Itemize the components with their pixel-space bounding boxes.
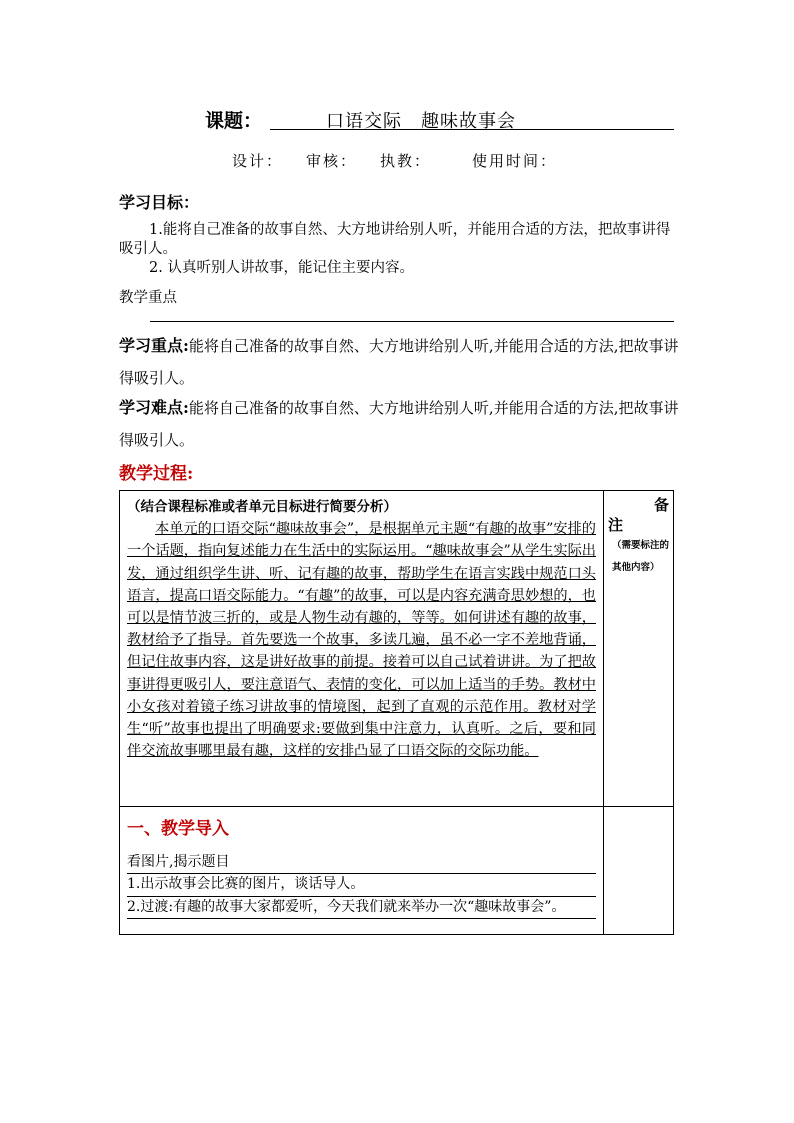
intro-line-3: 2.过渡:有趣的故事大家都爱听，今天我们就来举办一次“趣味故事会”。	[127, 897, 596, 920]
intro-note-cell	[604, 807, 674, 935]
intro-line-1: 看图片,揭示题目	[127, 852, 596, 875]
focus-label: 学习重点:	[119, 336, 189, 355]
note-cell	[604, 491, 674, 807]
intro-cell	[120, 807, 604, 935]
analysis-heading: （结合课程标准或者单元目标进行简要分析）	[127, 499, 397, 515]
note-subtitle: （需要标注的其他内容）	[612, 540, 670, 573]
teaching-focus-label: 教学重点	[119, 290, 177, 306]
meta-teach: 执教：	[380, 152, 432, 170]
meta-time: 使用时间：	[472, 152, 558, 170]
goals-heading: 学习目标：	[119, 193, 200, 212]
difficulty-text: 能将自己准备的故事自然、大方地讲给别人听,并能用合适的方法,把故事讲得吸引人。	[119, 399, 679, 449]
goal-item-1: 1.能将自己准备的故事自然、大方地讲给别人听，并能用合适的方法，把故事讲得吸引人。	[119, 222, 671, 257]
title-value: 口语交际 趣味故事会	[326, 111, 516, 132]
process-heading: 教学过程:	[119, 464, 194, 484]
focus-paragraph	[119, 330, 679, 394]
note-title-1: 备	[653, 496, 669, 514]
analysis-body: 本单元的口语交际“趣味故事会”，是根据单元主题“有趣的故事”安排的一个话题，指向复述能力在生活中的实际运用。“趣味故事会”从学生实际出发，通过组织学生讲、听、记有趣的故事，帮助学生在语言实践中规范口头语言，提高口语交际能力。“有趣”的故事，可以是内容充满奇思妙想的，也可以是情节波三折的，或是人物生动有趣的，等等。如何讲述有趣的故事，教材给予了指导。首先要选一个故事，多读几遍，虽不必一字不差地背诵，但记住故事内容，这是讲好故事的前提。接着可以自己试着讲讲。为了把故事讲得更吸引人，要注意语气、表情的变化，可以加上适当的手势。教材中小女孩对着镜子练习讲故事的情境图，起到了直观的示范作用。教材对学生“听”故事也提出了明确要求:要做到集中注意力，认真听。之后，要和同伴交流故事哪里最有趣，这样的安排凸显了口语交际的交际功能。	[127, 521, 596, 760]
title-label: 课题：	[205, 110, 263, 132]
divider-line	[150, 321, 674, 322]
analysis-cell	[120, 491, 604, 807]
meta-review: 审核：	[306, 152, 358, 170]
note-title-2: 注	[608, 516, 624, 534]
difficulty-label: 学习难点:	[119, 398, 189, 417]
intro-line-2: 1.出示故事会比赛的图片，谈话导人。	[127, 874, 596, 897]
focus-text: 能将自己准备的故事自然、大方地讲给别人听,并能用合适的方法,把故事讲得吸引人。	[119, 337, 679, 387]
process-table	[119, 490, 674, 935]
goals-list	[119, 221, 679, 278]
title-value-line	[270, 106, 674, 130]
intro-heading: 一、教学导入	[127, 819, 229, 839]
meta-design: 设计：	[232, 152, 284, 170]
difficulty-paragraph	[119, 392, 679, 456]
goal-item-2: 2. 认真听别人讲故事，能记住主要内容。	[149, 260, 414, 276]
